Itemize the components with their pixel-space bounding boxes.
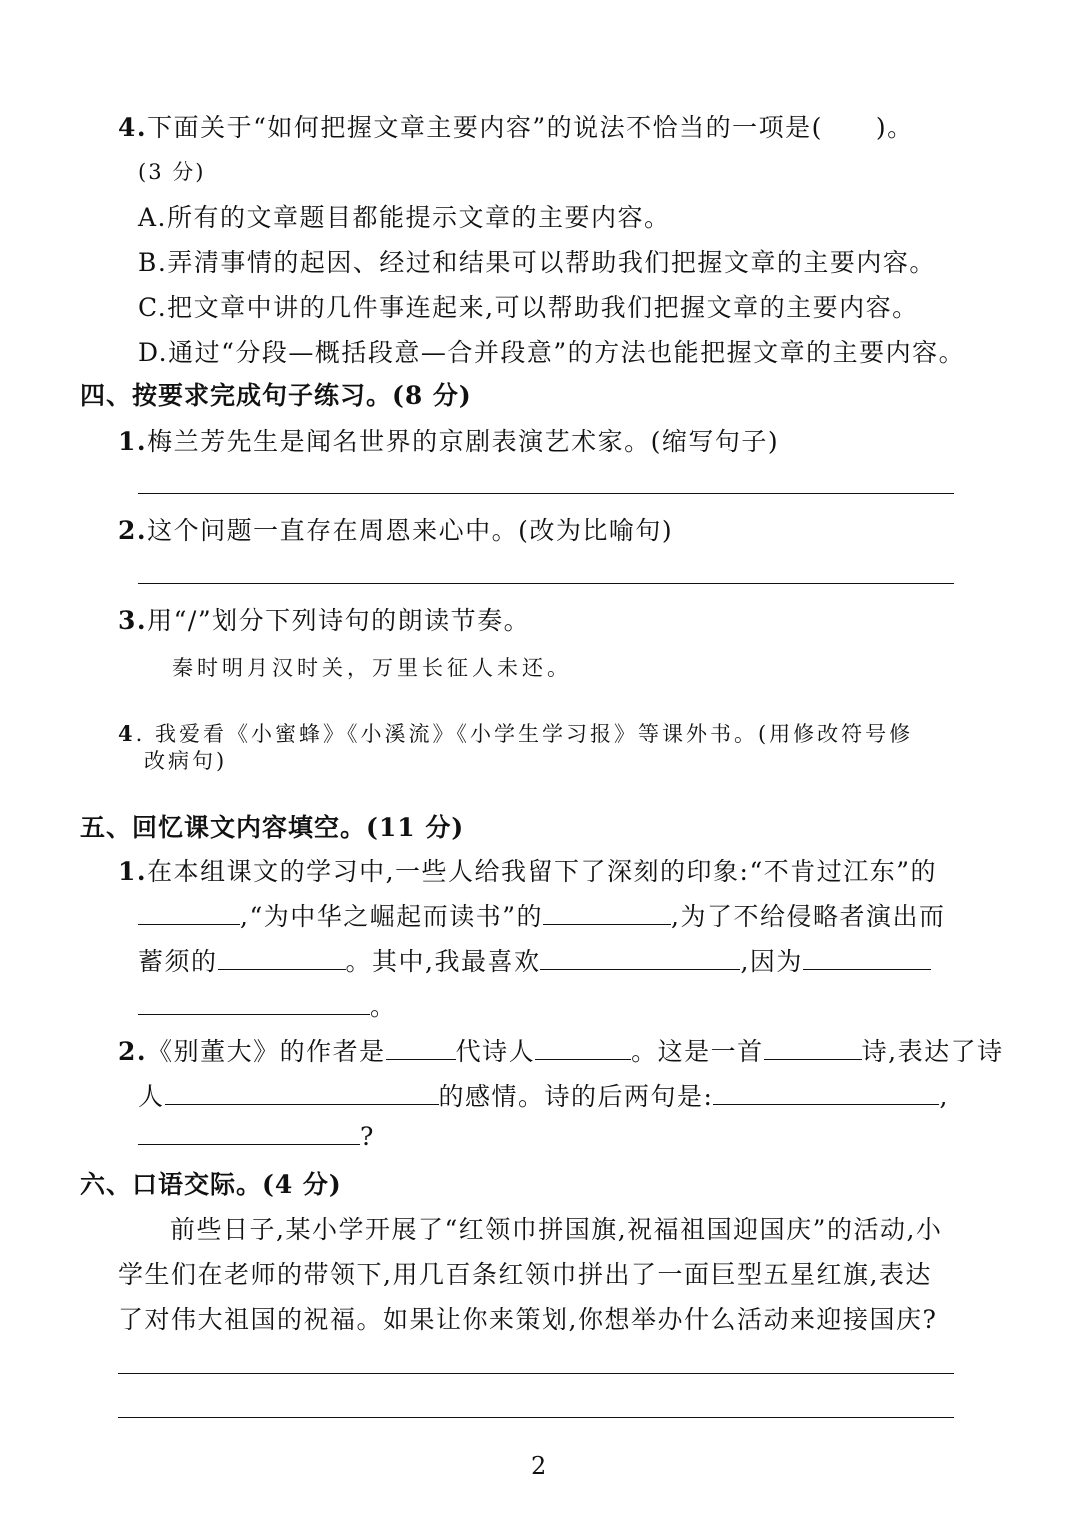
s4-q4-text: . 我爱看《小蜜蜂》《小溪流》《小学生学习报》等课外书。(用修改符号修 <box>135 722 914 746</box>
s5-q2-text2c: , <box>939 1082 949 1111</box>
s4-q3-poem: 秦时明月汉时关，万里长征人未还。 <box>172 656 572 680</box>
s5-q1-line4 <box>138 987 397 1023</box>
s5-q1-text1: 在本组课文的学习中,一些人给我留下了深刻的印象:“不肯过江东”的 <box>147 857 938 886</box>
s5-q1-text3c: ,因为 <box>740 947 803 976</box>
s4-q2-number: 2. <box>118 516 148 545</box>
blank-xiang-yu[interactable] <box>138 902 240 925</box>
blank-feeling[interactable] <box>165 1082 439 1105</box>
s6-para-line1: 前些日子,某小学开展了“红领巾拼国旗,祝福祖国迎国庆”的活动,小 <box>170 1215 943 1244</box>
blank-mei-lanfang[interactable] <box>218 947 346 970</box>
s5-q2-number: 2. <box>118 1037 148 1066</box>
q4-number: 4. <box>118 113 148 142</box>
section4-title: 四、按要求完成句子练习。(8 分) <box>80 381 472 410</box>
s5-q2-end: ? <box>360 1122 375 1151</box>
q4-option-d: D.通过“分段—概括段意—合并段意”的方法也能把握文章的主要内容。 <box>138 338 966 367</box>
s5-q1-text2b: ,为了不给侵略者演出而 <box>671 902 946 931</box>
s5-q1-text2a: ,“为中华之崛起而读书”的 <box>240 902 544 931</box>
s6-para-line3: 了对伟大祖国的祝福。如果让你来策划,你想举办什么活动来迎接国庆? <box>118 1305 938 1334</box>
section6-title: 六、口语交际。(4 分) <box>80 1170 342 1199</box>
s5-q1-end: 。 <box>370 992 397 1021</box>
s4-q2-answer-line[interactable] <box>138 583 954 584</box>
s4-q3 <box>118 601 530 637</box>
blank-line4[interactable] <box>138 1122 360 1145</box>
s5-q1-line3 <box>138 942 931 978</box>
s5-q2-line3 <box>138 1122 375 1151</box>
s5-q1-line2 <box>138 897 945 933</box>
s5-q2-text1c: 。这是一首 <box>631 1037 764 1066</box>
blank-poet[interactable] <box>535 1037 631 1060</box>
s5-q2-line2 <box>138 1077 949 1113</box>
s4-q2-text: 这个问题一直存在周恩来心中。(改为比喻句) <box>147 516 674 545</box>
s5-q1-text3b: 。其中,我最喜欢 <box>345 947 541 976</box>
section5-title: 五、回忆课文内容填空。(11 分) <box>80 813 465 842</box>
page-number: 2 <box>531 1452 547 1480</box>
s4-q1-text: 梅兰芳先生是闻名世界的京剧表演艺术家。(缩写句子) <box>147 427 780 456</box>
s4-q1 <box>118 422 779 458</box>
q4-score: (3 分) <box>138 160 206 184</box>
blank-line3[interactable] <box>713 1082 939 1105</box>
blank-favorite[interactable] <box>540 947 740 970</box>
s5-q2-text2b: 的感情。诗的后两句是: <box>438 1082 714 1111</box>
s4-q3-text: 用“/”划分下列诗句的朗读节奏。 <box>147 606 531 635</box>
s4-q2 <box>118 511 673 547</box>
s5-q1-text3a: 蓄须的 <box>138 947 218 976</box>
s4-q4-number: 4 <box>118 721 136 746</box>
s4-q4-line2: 改病句) <box>144 749 228 773</box>
s5-q2-text1d: 诗,表达了诗 <box>861 1037 1004 1066</box>
s5-q1-line1 <box>118 852 937 888</box>
s4-q4-line1 <box>118 718 913 748</box>
s4-q3-number: 3. <box>118 606 148 635</box>
blank-poem-type[interactable] <box>764 1037 862 1060</box>
s6-answer-line-1[interactable] <box>118 1373 954 1374</box>
q4-stem <box>118 108 914 144</box>
s4-q1-number: 1. <box>118 427 148 456</box>
q4-option-b: B.弄清事情的起因、经过和结果可以帮助我们把握文章的主要内容。 <box>138 248 936 277</box>
q4-option-c: C.把文章中讲的几件事连起来,可以帮助我们把握文章的主要内容。 <box>138 293 919 322</box>
s5-q2-text1a: 《别董大》的作者是 <box>147 1037 386 1066</box>
q4-text: 下面关于“如何把握文章主要内容”的说法不恰当的一项是( )。 <box>147 113 914 142</box>
s4-q1-answer-line[interactable] <box>138 493 954 494</box>
q4-option-a: A.所有的文章题目都能提示文章的主要内容。 <box>138 203 671 232</box>
s6-para-line2: 学生们在老师的带领下,用几百条红领巾拼出了一面巨型五星红旗,表达 <box>118 1260 932 1289</box>
blank-zhou-enlai[interactable] <box>543 902 671 925</box>
blank-reason[interactable] <box>138 992 370 1015</box>
s5-q2-text1b: 代诗人 <box>455 1037 536 1066</box>
s5-q2-line1 <box>118 1032 1004 1068</box>
blank-dynasty[interactable] <box>386 1037 456 1060</box>
blank-because[interactable] <box>803 947 931 970</box>
s5-q1-number: 1. <box>118 857 148 886</box>
s6-answer-line-2[interactable] <box>118 1417 954 1418</box>
s5-q2-text2a: 人 <box>138 1082 165 1111</box>
